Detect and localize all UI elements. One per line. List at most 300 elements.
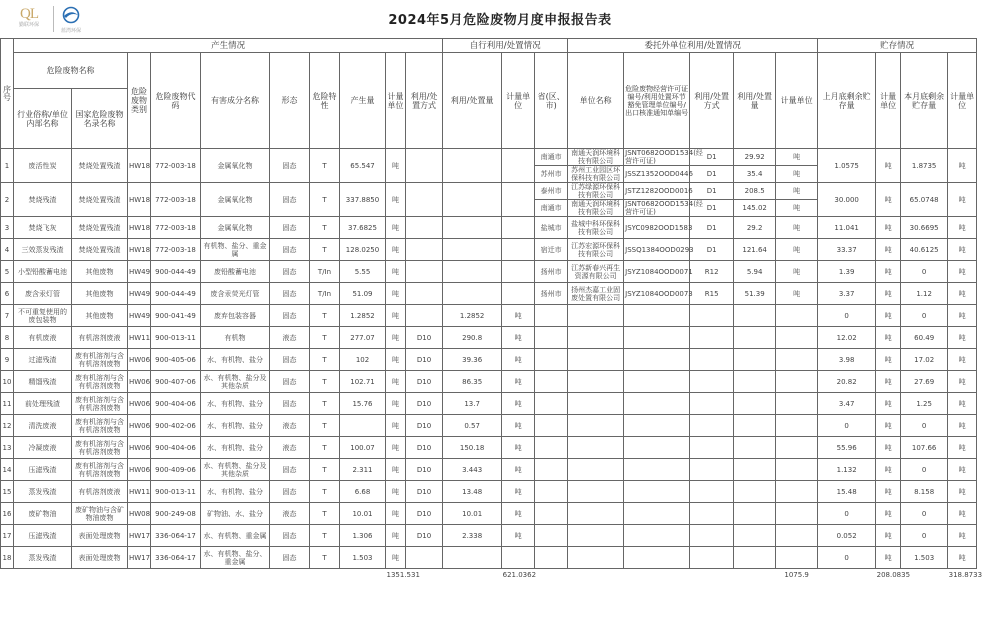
cell-out-unit xyxy=(776,349,818,371)
cell-region: 宿迁市 xyxy=(535,239,568,261)
cell-national: 废矿物油与含矿物油废物 xyxy=(72,503,128,525)
cell-national: 有机溶剂废液 xyxy=(72,481,128,503)
cell-out-method xyxy=(690,305,734,327)
cell-code: 900-409-06 xyxy=(151,459,201,481)
cell-company: 苏州工业园区环保科技有限公司 xyxy=(568,166,624,183)
cell-seq: 8 xyxy=(1,327,14,349)
cell-form: 固态 xyxy=(270,183,310,217)
cell-this-stock: 0 xyxy=(901,525,948,547)
section-self-use: 自行利用/处置情况 xyxy=(443,39,568,53)
cell-out-method: R15 xyxy=(690,283,734,305)
cell-self-method: D10 xyxy=(406,525,443,547)
cell-this-unit: 吨 xyxy=(948,437,977,459)
cell-out-unit xyxy=(776,305,818,327)
cell-this-stock: 8.158 xyxy=(901,481,948,503)
table-row xyxy=(1,371,998,393)
cell-category: HW11 xyxy=(128,481,151,503)
cell-permit: JSTZ1282OOD0016 xyxy=(624,183,690,200)
cell-self-qty: 10.01 xyxy=(443,503,502,525)
cell-company xyxy=(568,305,624,327)
cell-industry: 不可重复使用的废包装物 xyxy=(14,305,72,327)
cell-company xyxy=(568,525,624,547)
cell-company: 江苏新春兴再生资源有限公司 xyxy=(568,261,624,283)
cell-amount: 1.306 xyxy=(340,525,386,547)
cell-harmful: 水、有机物、盐分 xyxy=(201,393,270,415)
cell-this-unit: 吨 xyxy=(948,327,977,349)
cell-harmful: 水、有机物、重金属 xyxy=(201,525,270,547)
cell-form: 液态 xyxy=(270,327,310,349)
cell-permit: JSSZ1352OOD0446 xyxy=(624,166,690,183)
header-seq: 序号 xyxy=(1,39,14,149)
cell-form: 固态 xyxy=(270,239,310,261)
cell-category: HW49 xyxy=(128,283,151,305)
cell-region xyxy=(535,415,568,437)
cell-last-unit: 吨 xyxy=(876,459,901,481)
cell-hazard: T xyxy=(310,371,340,393)
header-form: 形态 xyxy=(270,53,310,149)
cell-form: 固态 xyxy=(270,481,310,503)
cell-unit: 吨 xyxy=(386,239,406,261)
cell-this-stock: 17.02 xyxy=(901,349,948,371)
cell-permit xyxy=(624,305,690,327)
cell-region xyxy=(535,437,568,459)
cell-unit: 吨 xyxy=(386,149,406,183)
cell-out-unit xyxy=(776,415,818,437)
cell-company xyxy=(568,437,624,459)
cell-last-unit: 吨 xyxy=(876,239,901,261)
cell-self-qty xyxy=(443,217,502,239)
cell-last-unit: 吨 xyxy=(876,283,901,305)
cell-out-qty: 35.4 xyxy=(734,166,776,183)
section-storage: 贮存情况 xyxy=(818,39,977,53)
cell-this-stock: 1.25 xyxy=(901,393,948,415)
cell-self-method xyxy=(406,261,443,283)
cell-out-qty: 121.64 xyxy=(734,239,776,261)
cell-out-method: D1 xyxy=(690,200,734,217)
cell-seq: 3 xyxy=(1,217,14,239)
cell-industry: 清洗废液 xyxy=(14,415,72,437)
cell-this-stock: 27.69 xyxy=(901,371,948,393)
cell-self-qty: 13.7 xyxy=(443,393,502,415)
cell-self-method xyxy=(406,239,443,261)
cell-self-unit: 吨 xyxy=(502,459,535,481)
cell-harmful: 水、有机物、盐分及其他杂质 xyxy=(201,459,270,481)
total-spacer xyxy=(818,569,876,582)
cell-company: 盐城中科环保科技有限公司 xyxy=(568,217,624,239)
cell-out-qty xyxy=(734,305,776,327)
cell-code: 900-044-49 xyxy=(151,261,201,283)
cell-last-stock: 3.47 xyxy=(818,393,876,415)
table-row xyxy=(1,459,998,481)
cell-self-qty: 3.443 xyxy=(443,459,502,481)
cell-category: HW18 xyxy=(128,217,151,239)
cell-company: 扬州杰嘉工业固废处置有限公司 xyxy=(568,283,624,305)
table-row xyxy=(1,349,998,371)
cell-out-unit xyxy=(776,547,818,569)
total-amount: 1351.531 xyxy=(386,571,420,580)
cell-national: 废有机溶剂与含有机溶剂废物 xyxy=(72,371,128,393)
cell-company: 南通天润环境科技有限公司 xyxy=(568,149,624,166)
cell-unit: 吨 xyxy=(386,371,406,393)
cell-permit: JSNT0682OOD1534(经营许可证) xyxy=(625,149,703,165)
cell-category: HW06 xyxy=(128,437,151,459)
cell-company: 南通天润环境科技有限公司 xyxy=(568,200,624,217)
cell-self-unit: 吨 xyxy=(502,481,535,503)
header-out-method: 利用/处置方式 xyxy=(690,53,734,149)
cell-last-stock: 0 xyxy=(818,503,876,525)
report-title: 2024年5月危险废物月度申报报告表 xyxy=(388,13,612,28)
cell-out-method xyxy=(690,481,734,503)
cell-region xyxy=(535,305,568,327)
cell-last-stock: 15.48 xyxy=(818,481,876,503)
cell-hazard: T xyxy=(310,525,340,547)
cell-out-qty: 29.92 xyxy=(734,149,776,166)
cell-out-qty xyxy=(734,415,776,437)
cell-category: HW18 xyxy=(128,239,151,261)
cell-unit: 吨 xyxy=(386,183,406,217)
cell-this-stock: 0 xyxy=(901,415,948,437)
header-category: 危险废物类别 xyxy=(128,53,151,149)
cell-region: 南通市 xyxy=(535,200,568,217)
cell-self-method xyxy=(406,283,443,305)
cell-out-unit: 吨 xyxy=(776,200,818,217)
cell-industry: 小型铅酸蓄电池 xyxy=(14,261,72,283)
cell-company: 江苏宏源环保科技有限公司 xyxy=(568,239,624,261)
cell-out-qty: 29.2 xyxy=(734,217,776,239)
cell-industry: 压滤残渣 xyxy=(14,459,72,481)
cell-national: 焚烧处置残渣 xyxy=(72,217,128,239)
cell-industry: 有机废液 xyxy=(14,327,72,349)
cell-self-unit: 吨 xyxy=(502,349,535,371)
cell-this-stock: 0 xyxy=(901,261,948,283)
cell-self-method xyxy=(406,547,443,569)
table-row xyxy=(1,217,998,239)
cell-hazard: T xyxy=(310,393,340,415)
cell-amount: 337.8850 xyxy=(340,183,386,217)
cell-unit: 吨 xyxy=(386,305,406,327)
cell-code: 900-404-06 xyxy=(151,393,201,415)
cell-out-unit xyxy=(776,459,818,481)
cell-self-unit: 吨 xyxy=(502,393,535,415)
cell-amount: 102.71 xyxy=(340,371,386,393)
cell-code: 900-013-11 xyxy=(151,327,201,349)
cell-unit: 吨 xyxy=(386,261,406,283)
cell-last-unit: 吨 xyxy=(876,437,901,459)
cell-harmful: 矿物油、水、盐分 xyxy=(201,503,270,525)
cell-form: 固态 xyxy=(270,149,310,183)
cell-category: HW06 xyxy=(128,459,151,481)
cell-company xyxy=(568,327,624,349)
cell-amount: 102 xyxy=(340,349,386,371)
cell-out-method: D1 xyxy=(690,166,734,183)
cell-national: 焚烧处置残渣 xyxy=(72,149,128,183)
cell-industry: 废活性炭 xyxy=(14,149,72,183)
cell-amount: 10.01 xyxy=(340,503,386,525)
cell-region xyxy=(535,349,568,371)
cell-this-unit: 吨 xyxy=(948,503,977,525)
cell-amount: 37.6825 xyxy=(340,217,386,239)
cell-seq: 15 xyxy=(1,481,14,503)
cell-last-stock: 11.041 xyxy=(818,217,876,239)
cell-code: 772-003-18 xyxy=(151,217,201,239)
cell-this-unit: 吨 xyxy=(948,547,977,569)
cell-last-unit: 吨 xyxy=(876,371,901,393)
cell-out-method xyxy=(690,459,734,481)
cell-code: 336-064-17 xyxy=(151,547,201,569)
cell-this-unit: 吨 xyxy=(948,459,977,481)
cell-form: 固态 xyxy=(270,525,310,547)
cell-out-qty xyxy=(734,525,776,547)
cell-this-unit: 吨 xyxy=(948,149,977,183)
cell-self-method: D10 xyxy=(406,349,443,371)
cell-out-qty xyxy=(734,503,776,525)
cell-self-method: D10 xyxy=(406,459,443,481)
cell-self-qty xyxy=(443,239,502,261)
cell-out-unit: 吨 xyxy=(776,166,818,183)
header-company: 单位名称 xyxy=(568,53,624,149)
cell-code: 900-041-49 xyxy=(151,305,201,327)
cell-hazard: T xyxy=(310,217,340,239)
cell-amount: 5.55 xyxy=(340,261,386,283)
table-row xyxy=(1,149,998,166)
cell-this-unit: 吨 xyxy=(948,305,977,327)
cell-hazard: T xyxy=(310,183,340,217)
cell-national: 其他废物 xyxy=(72,305,128,327)
header-hazard: 危险特性 xyxy=(310,53,340,149)
cell-out-qty xyxy=(734,437,776,459)
cell-code: 900-402-06 xyxy=(151,415,201,437)
cell-self-qty xyxy=(443,283,502,305)
total-spacer xyxy=(1,569,386,582)
cell-hazard: T xyxy=(310,305,340,327)
cell-this-unit: 吨 xyxy=(948,393,977,415)
cell-out-qty: 208.5 xyxy=(734,183,776,200)
cell-out-qty xyxy=(734,349,776,371)
cell-out-unit: 吨 xyxy=(776,149,818,166)
header-this-stock: 本月底剩余贮存量 xyxy=(901,53,948,149)
cell-permit xyxy=(624,525,690,547)
cell-region xyxy=(535,481,568,503)
brand-logo-subtitle: 勤联环保 xyxy=(18,22,39,28)
total-self-qty: 621.0362 xyxy=(502,571,537,580)
cell-self-method xyxy=(406,183,443,217)
cell-this-stock: 40.6125 xyxy=(901,239,948,261)
cell-seq: 17 xyxy=(1,525,14,547)
cell-self-unit xyxy=(502,217,535,239)
cell-permit: JSNT0682OOD1534(经营许可证) xyxy=(625,200,703,216)
cell-permit xyxy=(624,393,690,415)
cell-out-qty xyxy=(734,371,776,393)
cell-this-unit: 吨 xyxy=(948,415,977,437)
cell-last-unit: 吨 xyxy=(876,393,901,415)
cell-self-method: D10 xyxy=(406,437,443,459)
cell-seq: 10 xyxy=(1,371,14,393)
cell-form: 液态 xyxy=(270,415,310,437)
cell-permit xyxy=(624,415,690,437)
section-outsourced: 委托外单位利用/处置情况 xyxy=(568,39,818,53)
cell-permit xyxy=(624,503,690,525)
cell-hazard: T xyxy=(310,149,340,183)
cell-this-unit: 吨 xyxy=(948,525,977,547)
cell-industry: 压滤残渣 xyxy=(14,525,72,547)
cell-form: 固态 xyxy=(270,283,310,305)
cell-unit: 吨 xyxy=(386,459,406,481)
cell-seq: 4 xyxy=(1,239,14,261)
cell-out-unit: 吨 xyxy=(776,183,818,200)
cell-harmful: 水、有机物、盐分及其他杂质 xyxy=(201,371,270,393)
cell-form: 固态 xyxy=(270,217,310,239)
cell-seq: 5 xyxy=(1,261,14,283)
cell-self-unit xyxy=(502,239,535,261)
cell-self-method: D10 xyxy=(406,415,443,437)
cell-this-stock: 1.503 xyxy=(901,547,948,569)
cell-national: 有机溶剂废液 xyxy=(72,327,128,349)
cell-national: 焚烧处置残渣 xyxy=(72,239,128,261)
cell-hazard: T xyxy=(310,547,340,569)
cell-last-unit: 吨 xyxy=(876,503,901,525)
cell-self-unit xyxy=(502,183,535,217)
cell-out-unit: 吨 xyxy=(776,283,818,305)
cell-company xyxy=(568,459,624,481)
cell-national: 焚烧处置残渣 xyxy=(72,183,128,217)
cell-hazard: T/In xyxy=(310,283,340,305)
cell-last-unit: 吨 xyxy=(876,349,901,371)
cell-region: 泰州市 xyxy=(535,183,568,200)
cell-seq: 12 xyxy=(1,415,14,437)
cell-company xyxy=(568,481,624,503)
cell-out-unit xyxy=(776,371,818,393)
cell-category: HW49 xyxy=(128,305,151,327)
cell-last-stock: 33.37 xyxy=(818,239,876,261)
cell-this-unit: 吨 xyxy=(948,261,977,283)
cell-harmful: 水、有机物、盐分 xyxy=(201,437,270,459)
cell-form: 固态 xyxy=(270,547,310,569)
header-last-stock: 上月底剩余贮存量 xyxy=(818,53,876,149)
cell-self-qty: 86.35 xyxy=(443,371,502,393)
cell-region xyxy=(535,503,568,525)
cell-seq: 7 xyxy=(1,305,14,327)
cell-self-qty: 290.8 xyxy=(443,327,502,349)
cell-out-method xyxy=(690,547,734,569)
cell-company xyxy=(568,349,624,371)
cell-hazard: T xyxy=(310,349,340,371)
cell-category: HW06 xyxy=(128,371,151,393)
cell-self-method: D10 xyxy=(406,327,443,349)
cell-this-stock: 30.6695 xyxy=(901,217,948,239)
cell-national: 其他废物 xyxy=(72,283,128,305)
cell-out-unit xyxy=(776,525,818,547)
cell-code: 900-407-06 xyxy=(151,371,201,393)
cell-last-unit: 吨 xyxy=(876,525,901,547)
cell-category: HW06 xyxy=(128,415,151,437)
cell-seq: 6 xyxy=(1,283,14,305)
cell-out-method: R12 xyxy=(690,261,734,283)
cell-region xyxy=(535,393,568,415)
cell-category: HW11 xyxy=(128,327,151,349)
cell-out-method xyxy=(690,415,734,437)
cell-harmful: 水、有机物、盐分 xyxy=(201,481,270,503)
cell-last-unit: 吨 xyxy=(876,415,901,437)
cell-region xyxy=(535,547,568,569)
cell-code: 900-404-06 xyxy=(151,437,201,459)
cell-company xyxy=(568,415,624,437)
cell-industry: 废矿物油 xyxy=(14,503,72,525)
total-this-stock: 318.8733 xyxy=(948,571,983,580)
cell-company xyxy=(568,503,624,525)
cell-last-stock: 0 xyxy=(818,305,876,327)
table-row xyxy=(1,481,998,503)
cell-out-unit xyxy=(776,481,818,503)
cell-self-method xyxy=(406,217,443,239)
cell-industry: 精馏残渣 xyxy=(14,371,72,393)
cell-form: 液态 xyxy=(270,503,310,525)
cell-form: 液态 xyxy=(270,437,310,459)
cell-national: 废有机溶剂与含有机溶剂废物 xyxy=(72,459,128,481)
header-industry-name: 行业俗称/单位内部名称 xyxy=(14,89,72,149)
cell-harmful: 废含汞荧光灯管 xyxy=(201,283,270,305)
cell-unit: 吨 xyxy=(386,547,406,569)
cell-this-unit: 吨 xyxy=(948,283,977,305)
cell-amount: 100.07 xyxy=(340,437,386,459)
cell-out-qty xyxy=(734,327,776,349)
cell-this-stock: 60.49 xyxy=(901,327,948,349)
cell-this-stock: 1.8735 xyxy=(901,149,948,183)
cell-self-unit: 吨 xyxy=(502,371,535,393)
cell-harmful: 水、有机物、盐分 xyxy=(201,415,270,437)
cell-hazard: T xyxy=(310,327,340,349)
cell-out-method xyxy=(690,371,734,393)
cell-self-method: D10 xyxy=(406,393,443,415)
cell-code: 772-003-18 xyxy=(151,183,201,217)
header-self-method: 利用/处置方式 xyxy=(406,53,443,149)
cell-last-unit: 吨 xyxy=(876,261,901,283)
cell-national: 废有机溶剂与含有机溶剂废物 xyxy=(72,393,128,415)
header-unit: 计量单位 xyxy=(386,53,406,149)
cell-hazard: T xyxy=(310,239,340,261)
cell-last-stock: 1.0575 xyxy=(818,149,876,183)
cell-company xyxy=(568,393,624,415)
cell-seq: 16 xyxy=(1,503,14,525)
cell-this-stock: 1.12 xyxy=(901,283,948,305)
cell-company: 江苏绿源环保科技有限公司 xyxy=(568,183,624,200)
cell-this-stock: 0 xyxy=(901,459,948,481)
declaration-table xyxy=(0,38,998,582)
cell-last-unit: 吨 xyxy=(876,305,901,327)
cell-industry: 焚烧残渣 xyxy=(14,183,72,217)
cell-permit: JSYZ1084OOD0073 xyxy=(624,283,690,305)
cell-form: 固态 xyxy=(270,261,310,283)
cell-last-stock: 12.02 xyxy=(818,327,876,349)
cell-self-method: D10 xyxy=(406,371,443,393)
header-out-qty: 利用/处置量 xyxy=(734,53,776,149)
cell-last-unit: 吨 xyxy=(876,217,901,239)
cell-permit xyxy=(624,547,690,569)
cell-industry: 废含汞灯管 xyxy=(14,283,72,305)
cell-this-stock: 0 xyxy=(901,503,948,525)
cell-this-stock: 107.66 xyxy=(901,437,948,459)
cell-self-unit xyxy=(502,283,535,305)
cell-self-method xyxy=(406,305,443,327)
cell-self-qty: 13.48 xyxy=(443,481,502,503)
cell-out-method xyxy=(690,349,734,371)
cell-self-qty xyxy=(443,149,502,183)
cell-region: 盐城市 xyxy=(535,217,568,239)
cell-unit: 吨 xyxy=(386,503,406,525)
cell-company xyxy=(568,547,624,569)
cell-industry: 焚烧飞灰 xyxy=(14,217,72,239)
cell-permit xyxy=(624,327,690,349)
cell-seq: 2 xyxy=(1,183,14,217)
